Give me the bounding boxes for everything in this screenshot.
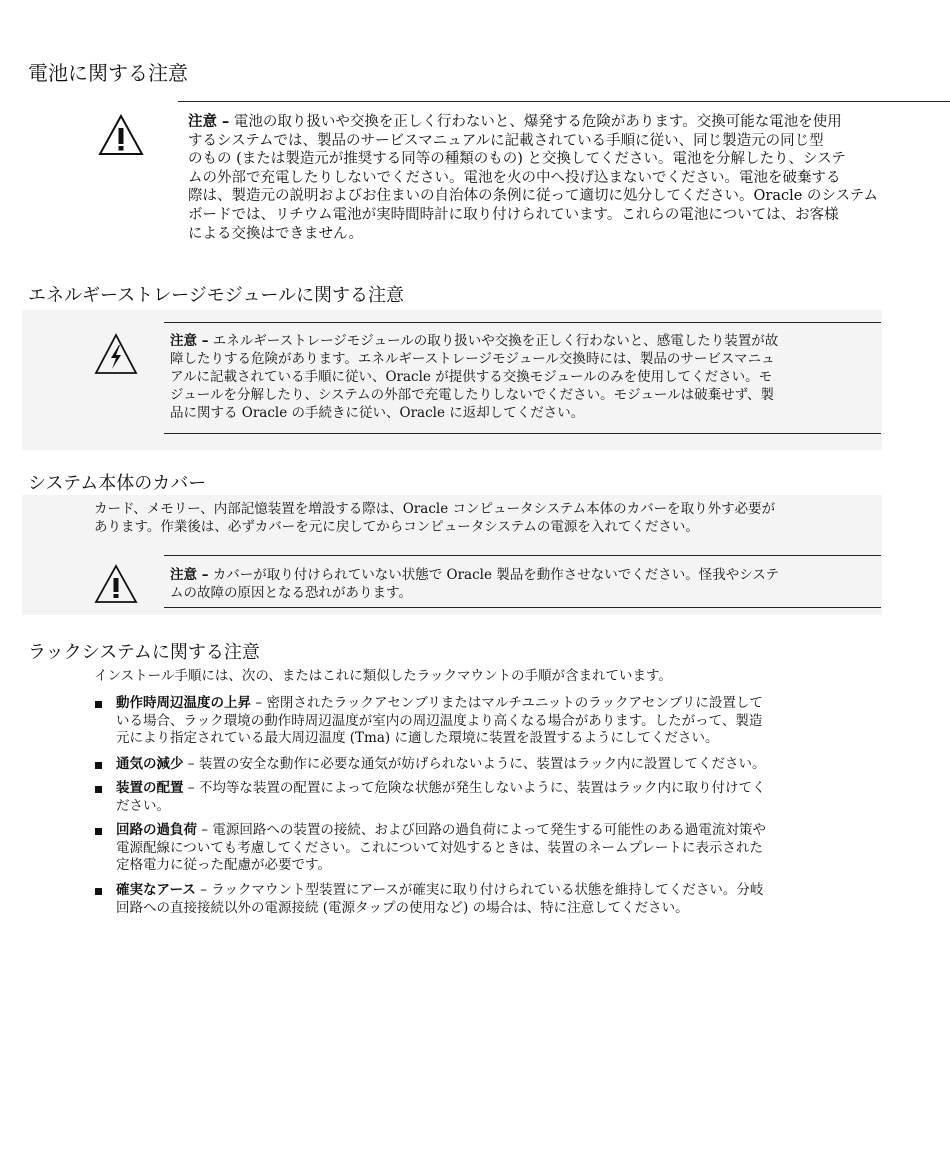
cover-bottom-rule xyxy=(164,607,881,608)
battery-caution-text xyxy=(188,113,878,243)
cover-top-rule xyxy=(164,555,881,556)
energy-line-4: ジュールを分解したり、システムの外部で充電したりしないでください。モジュールは破棄せず、製 xyxy=(170,387,774,403)
rack-section-title: ラックシステムに関する注意 xyxy=(28,642,260,663)
rack-item-mechanical-loading: 装置の配置 – 不均等な装置の配置によって危険な状態が発生しないように、装置はラック内に取り付けてく ださい。 xyxy=(116,780,766,814)
rack-item-circuit-overloading: 回路の過負荷 – 電源回路への装置の接続、および回路の過負荷によって発生する可能性のある過電流対策や 電源配線についても考慮してください。これについて対処するときは、装置のネームプレートに表示された 定格電力に従った配慮が必要です。 xyxy=(116,822,766,873)
bullet-marker xyxy=(95,786,102,793)
energy-line-3: アルに記載されている手順に従い、Oracle が提供する交換モジュールのみを使用してください。モ xyxy=(170,369,773,385)
warning-icon xyxy=(98,113,144,157)
rack-intro: インストール手順には、次の、またはこれに類似したラックマウントの手順が含まれています。 xyxy=(94,668,672,684)
cover-body-line-1: カード、メモリー、内部記憶装置を増設する際は、Oracle コンピュータシステム本体のカバーを取り外す必要が xyxy=(94,501,776,517)
cover-section-title: システム本体のカバー xyxy=(28,473,207,494)
energy-line-1: 注意 – エネルギーストレージモジュールの取り扱いや交換を正しく行わないと、感電したり装置が故 xyxy=(170,333,779,349)
cover-line-1: 注意 – カバーが取り付けられていない状態で Oracle 製品を動作させないでください。怪我やシステ xyxy=(170,567,780,583)
battery-line-5: 際は、製造元の説明およびお住まいの自治体の条例に従って適切に処分してください。Oracle のシステム xyxy=(188,188,878,205)
battery-line-3: のもの (または製造元が推奨する同等の種類のもの) と交換してください。電池を分解したり、システ xyxy=(188,151,846,168)
battery-section-title: 電池に関する注意 xyxy=(28,61,188,85)
cover-line-2: ムの故障の原因となる恐れがあります。 xyxy=(170,585,412,601)
rack-item-ambient-temperature: 動作時周辺温度の上昇 – 密閉されたラックアセンブリまたはマルチユニットのラックアセンブリに設置して いる場合、ラック環境の動作時周辺温度が室内の周辺温度より高くなる場合があります。したがって、製造 元により指定されている最大周辺温度 (Tma) に適した環境に装置を設置するようにしてください。 xyxy=(116,695,763,746)
cover-body-text xyxy=(94,500,775,536)
battery-line-6: ボードでは、リチウム電池が実時間時計に取り付けられています。これらの電池については、お客様 xyxy=(188,206,839,223)
energy-caution-text xyxy=(170,332,778,422)
battery-line-4: ムの外部で充電したりしないでください。電池を火の中へ投げ込まないでください。電池を破棄する xyxy=(188,169,841,186)
rack-item-reliable-earthing: 確実なアース – ラックマウント型装置にアースが確実に取り付けられている状態を維持してください。分岐 回路への直接接続以外の電源接続 (電源タップの使用など) の場合は、特に注意してください。 xyxy=(116,882,764,916)
battery-top-rule xyxy=(178,101,950,102)
bullet-marker xyxy=(95,701,102,708)
cover-caution-text xyxy=(170,566,779,602)
battery-line-7: による交換はできません。 xyxy=(188,225,363,242)
cover-body-line-2: あります。作業後は、必ずカバーを元に戻してからコンピュータシステムの電源を入れてください。 xyxy=(94,519,699,535)
electrical-hazard-icon xyxy=(94,332,138,376)
bullet-marker xyxy=(95,762,102,769)
energy-bottom-rule xyxy=(164,433,881,434)
bullet-marker xyxy=(95,828,102,835)
energy-top-rule xyxy=(164,322,881,323)
energy-line-2: 障したりする危険があります。エネルギーストレージモジュール交換時には、製品のサービスマニュ xyxy=(170,351,775,367)
bullet-marker xyxy=(95,888,102,895)
warning-icon xyxy=(94,563,138,605)
energy-line-5: 品に関する Oracle の手続きに従い、Oracle に返却してください。 xyxy=(170,405,585,421)
rack-item-reduced-airflow: 通気の減少 – 装置の安全な動作に必要な通気が妨げられないように、装置はラック内に設置してください。 xyxy=(116,756,766,772)
energy-section-title: エネルギーストレージモジュールに関する注意 xyxy=(28,285,405,306)
battery-line-2: するシステムでは、製品のサービスマニュアルに記載されている手順に従い、同じ製造元の同じ型 xyxy=(188,132,824,149)
battery-line-1: 注意 – 電池の取り扱いや交換を正しく行わないと、爆発する危険があります。交換可能な電池を使用 xyxy=(188,114,842,130)
